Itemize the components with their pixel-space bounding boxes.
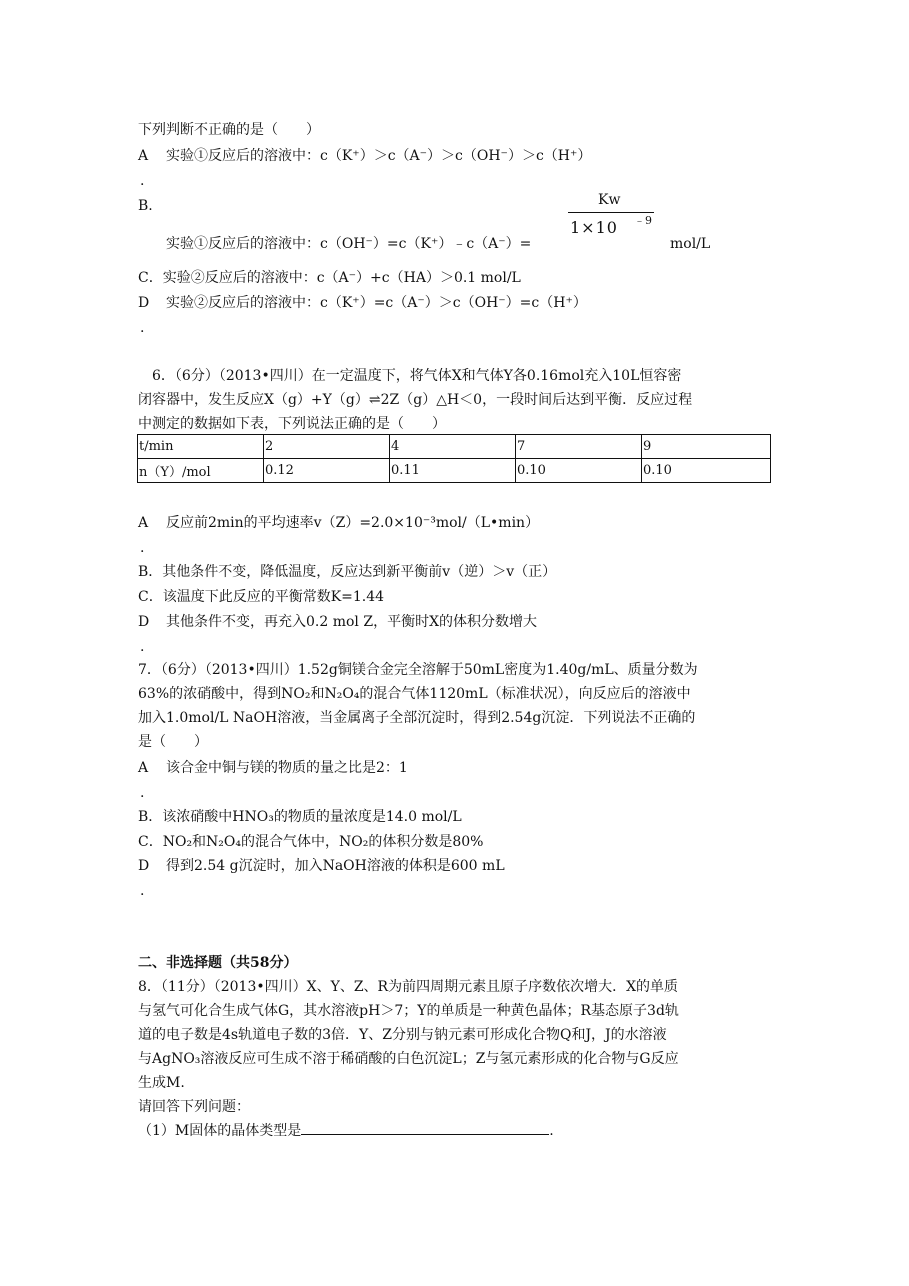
q6-option-a-dot: . bbox=[140, 540, 145, 556]
q8-stem-line2: 与氢气可化合生成气体G，其水溶液pH＞7；Y的单质是一种黄色晶体；R基态原子3d轨 bbox=[138, 1003, 679, 1019]
q6-option-a-text: 反应前2min的平均速率v（Z）=2.0×10⁻³mol/（L•min） bbox=[166, 515, 540, 531]
q5-option-b-unit: mol/L bbox=[670, 236, 711, 252]
q5-option-a-dot: . bbox=[140, 173, 145, 189]
q5-option-b-letter: B. bbox=[138, 198, 153, 214]
q8-stem-line3: 道的电子数是4s轨道电子数的3倍．Y、Z分别与钠元素可形成化合物Q和J，J的水溶液 bbox=[138, 1027, 667, 1043]
q6-option-b: B．其他条件不变，降低温度，反应达到新平衡前v（逆）＞v（正） bbox=[138, 564, 557, 580]
q7-stem-line3: 加入1.0mol/L NaOH溶液，当金属离子全部沉淀时，得到2.54g沉淀．下列说法不正确的 bbox=[138, 710, 696, 726]
q7-option-d-letter: D bbox=[138, 858, 150, 874]
fraction-denominator: 1×10 bbox=[570, 218, 618, 237]
q8-stem-line1: 8．（11分）（2013•四川）X、Y、Z、R为前四周期元素且原子序数依次增大．X的单质 bbox=[138, 979, 679, 995]
q5-option-d-letter: D bbox=[138, 295, 150, 311]
q6-option-d-text: 其他条件不变，再充入0.2 mol Z，平衡时X的体积分数增大 bbox=[166, 614, 538, 630]
q6-data-table bbox=[137, 434, 771, 483]
q5-option-d-text: 实验②反应后的溶液中：c（K⁺）=c（A⁻）＞c（OH⁻）=c（H⁺） bbox=[166, 295, 587, 311]
q7-stem-line4: 是（ ） bbox=[138, 734, 208, 750]
fraction-numerator: Kw bbox=[598, 192, 621, 208]
q8-subquestion-1-end: . bbox=[549, 1123, 554, 1139]
q7-option-a-dot: . bbox=[140, 785, 145, 801]
q8-subquestion-1 bbox=[138, 1122, 554, 1140]
q6-option-d-letter: D bbox=[138, 614, 150, 630]
q5-option-b-fraction bbox=[568, 192, 656, 256]
q7-option-a-text: 该合金中铜与镁的物质的量之比是2：1 bbox=[166, 760, 408, 776]
q5-option-a-letter: A bbox=[138, 148, 149, 164]
q6-stem-line1: 6．（6分）（2013•四川）在一定温度下，将气体X和气体Y各0.16mol充入10L恒容密 bbox=[152, 368, 682, 384]
table-cell: n（Y）/mol bbox=[138, 459, 264, 483]
table-cell: 0.10 bbox=[642, 459, 771, 483]
q5-option-c: C．实验②反应后的溶液中：c（A⁻）+c（HA）＞0.1 mol/L bbox=[138, 270, 521, 286]
table-cell: 9 bbox=[642, 435, 771, 459]
q6-stem-line2: 闭容器中，发生反应X（g）+Y（g）⇌2Z（g）△H＜0，一段时间后达到平衡．反应过程 bbox=[138, 392, 693, 408]
q8-stem-line5: 生成M. bbox=[138, 1075, 185, 1091]
q8-stem-line4: 与AgNO₃溶液反应可生成不溶于稀硝酸的白色沉淀L；Z与氢元素形成的化合物与G反应 bbox=[138, 1051, 679, 1067]
q7-stem-line1: 7．（6分）（2013•四川）1.52g铜镁合金完全溶解于50mL密度为1.40g/mL、质量分数为 bbox=[138, 662, 698, 678]
q6-option-c: C．该温度下此反应的平衡常数K=1.44 bbox=[138, 589, 385, 605]
q5-stem: 下列判断不正确的是（ ） bbox=[138, 122, 320, 138]
q5-option-a-text: 实验①反应后的溶液中：c（K⁺）＞c（A⁻）＞c（OH⁻）＞c（H⁺） bbox=[166, 148, 592, 164]
q7-option-a-letter: A bbox=[138, 760, 149, 776]
table-cell: 0.10 bbox=[516, 459, 642, 483]
q6-option-a-letter: A bbox=[138, 515, 149, 531]
table-row bbox=[138, 435, 771, 459]
table-cell: t/min bbox=[138, 435, 264, 459]
q8-prompt: 请回答下列问题： bbox=[138, 1099, 250, 1115]
q6-stem-line3: 中测定的数据如下表，下列说法正确的是（ ） bbox=[138, 416, 446, 432]
table-cell: 7 bbox=[516, 435, 642, 459]
q7-option-c: C．NO₂和N₂O₄的混合气体中，NO₂的体积分数是80% bbox=[138, 834, 484, 850]
q6-option-d-dot: . bbox=[140, 639, 145, 655]
section-heading: 二、非选择题（共58分） bbox=[138, 955, 298, 971]
q5-option-b-text: 实验①反应后的溶液中：c（OH⁻）=c（K⁺）﹣c（A⁻）= bbox=[166, 236, 532, 252]
q7-option-d-text: 得到2.54 g沉淀时，加入NaOH溶液的体积是600 mL bbox=[166, 858, 505, 874]
q7-option-b: B．该浓硝酸中HNO₃的物质的量浓度是14.0 mol/L bbox=[138, 809, 462, 825]
table-row bbox=[138, 459, 771, 483]
fraction-exponent: ﹣9 bbox=[634, 214, 652, 227]
table-cell: 4 bbox=[390, 435, 516, 459]
table-cell: 0.11 bbox=[390, 459, 516, 483]
answer-blank[interactable] bbox=[301, 1122, 549, 1135]
table-cell: 2 bbox=[264, 435, 390, 459]
table-cell: 0.12 bbox=[264, 459, 390, 483]
q8-subquestion-1-label: （1）M固体的晶体类型是 bbox=[138, 1123, 302, 1139]
q7-option-d-dot: . bbox=[140, 883, 145, 899]
q5-option-d-dot: . bbox=[140, 320, 145, 336]
q7-stem-line2: 63%的浓硝酸中，得到NO₂和N₂O₄的混合气体1120mL（标准状况），向反应后的溶液中 bbox=[138, 686, 691, 702]
